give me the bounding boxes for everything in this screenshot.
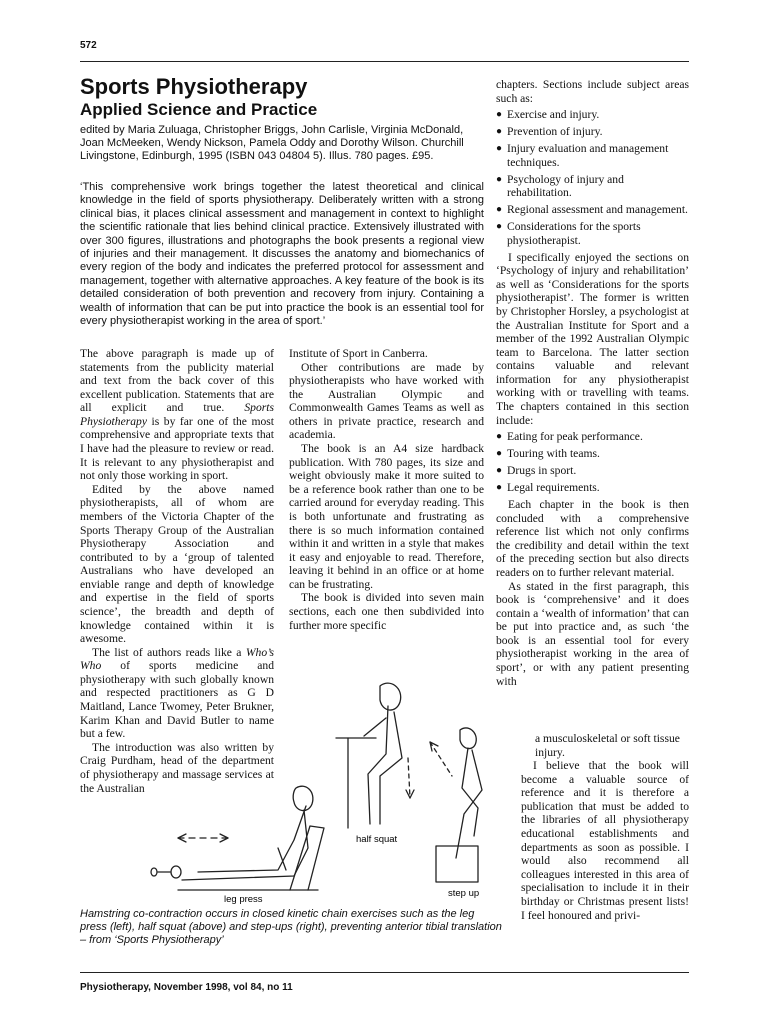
text-run: of sports medicine and physiotherapy with such globally known and respected practitioners as G D Maitland, Lance Twomey, Peter Brukner, Karim Khan and David Butler to name but a few. (80, 659, 274, 741)
bullet-icon: ● (496, 431, 503, 443)
list-item-text: Psychology of injury and rehabilitation. (507, 172, 624, 200)
bullet-icon: ● (496, 204, 503, 216)
column-2 (289, 347, 484, 632)
sections-list (496, 108, 689, 247)
back-leg (456, 750, 482, 858)
label-step-up: step up (448, 888, 480, 899)
head (380, 683, 401, 710)
byline: edited by Maria Zuluaga, Christopher Briggs, John Carlisle, Virginia McDonald, Joan McMeeken, Wendy Nickson, Pamela Oddy and Dorothy Wilson. Churchill Livingstone, Edinburgh, 1995 (ISBN 043 04804 5). Illus. 780 pages. £95. (80, 124, 464, 163)
paragraph: The book is divided into seven main sections, each one then subdivided into further more specific (289, 591, 484, 632)
list-item (496, 220, 689, 247)
list-item (496, 464, 689, 478)
arrow-shaft (408, 758, 410, 798)
publicity-blurb: ‘This comprehensive work brings together the latest theoretical and clinical knowledge in the field of sports physiotherapy. Deliberately written with a strong clinical bias, it places clinical assessment and management in context to highlight the scientific rationale that lies behind clinical practice. Extensively illustrated with over 300 figures, illustrations and photographs the book presents a regional view of injuries and their management. It discusses the anatomy and biomechanics of every region of the body and indicates the preferred protocol for assessment and management, together with alternative approaches. A key feature of the book is its detailed consideration of both prevention and recovery from injury. Containing a wealth of information that can be put into practice the book is an essential tool for every physiotherapist working in the area of sport.’ (80, 181, 484, 328)
list-item (496, 173, 689, 200)
paragraph: Each chapter in the book is then concluded with a comprehensive reference list which not only confirms the credibility and detail within the text of the preceding section but also directs readers on to further relevant material. (496, 498, 689, 579)
paragraph: I believe that the book will become a valuable source of reference and it is therefore a publication that must be added to the libraries of all physiotherapy educational establishments and departments as soon as possible. I would also recommend all colleagues interested in this area of specialisation to include it in their birthday or Christmas present lists! I feel honoured and privi- (521, 759, 689, 922)
list-item-text: Drugs in sport. (507, 464, 577, 478)
paragraph: chapters. Sections include subject areas such as: (496, 78, 689, 105)
paragraph: I specifically enjoyed the sections on ‘Psychology of injury and rehabilitation’ as well as ‘Considerations for the sports physiotherapist’. The former is written by Christopher Horsley, a psychologist at the Australian Institute for Sport and a member of the 1992 Australian Olympic team to Barcelona. The latter section contains valuable and relevant information for any physiotherapist working with or travelling with teams. The chapters contained in this section include: (496, 250, 689, 427)
paragraph (80, 347, 274, 483)
bullet-icon: ● (496, 448, 503, 460)
paragraph: The introduction was also written by Craig Purdham, head of the department of physiotherapy and massage services at the Australian (80, 740, 274, 795)
column-3 (496, 78, 689, 688)
paragraph: Other contributions are made by physiotherapists who have worked with the Australian Olympic and Commonwealth Games Teams as well as others in private practice, research and academia. (289, 360, 484, 442)
article-subtitle: Applied Science and Practice (80, 100, 318, 119)
text-run: The above paragraph is made up of statements from the publicity material and text from the back cover of this excellent publication. Statements that are all explicit and true. (80, 347, 274, 415)
arrow-shaft (430, 742, 452, 776)
text-run: is by far one of the most comprehensive and appropriate texts that I have had the pleasure to review or read. It is relevant to any physiotherapist and not only those working in sport. (80, 414, 274, 483)
label-leg-press: leg press (224, 894, 263, 905)
bullet-icon: ● (496, 221, 503, 233)
list-item-text: Injury evaluation and management techniques. (507, 142, 669, 169)
paragraph-continuation: a musculoskeletal or soft tissue injury. (535, 732, 680, 759)
paragraph: As stated in the first paragraph, this book is ‘comprehensive’ and it does contain a ‘wealth of information’ that can be put into practice and, as such ‘the book is an essential tool for every physiotherapist working in the area of sport’, or with any patient presenting with (496, 579, 689, 688)
arm (364, 718, 386, 736)
bullet-icon: ● (496, 465, 503, 477)
bullet-icon: ● (496, 109, 503, 121)
list-item (496, 203, 689, 217)
leg-upper (198, 806, 306, 872)
front-leg (368, 706, 388, 824)
list-item-text: Exercise and injury. (507, 108, 600, 122)
list-item-text: Considerations for the sports physiotherapist. (507, 220, 641, 247)
list-item (496, 430, 689, 444)
list-item-text: Legal requirements. (507, 481, 600, 495)
article-title: Sports Physiotherapy (80, 74, 308, 99)
paragraph: Institute of Sport in Canberra. (289, 347, 428, 360)
head (293, 786, 313, 810)
plate-end (151, 868, 157, 876)
leg-lower (182, 810, 308, 880)
bullet-icon: ● (496, 173, 503, 185)
figure-caption: Hamstring co-contraction occurs in closed kinetic chain exercises such as the leg press (left), half squat (above) and step-ups (right), preventing anterior tibial translation – from ‘Sports Physiotherapy’ (80, 908, 502, 946)
bullet-icon: ● (496, 482, 503, 494)
journal-footer: Physiotherapy, November 1998, vol 84, no 11 (80, 982, 293, 993)
page-number: 572 (80, 40, 97, 51)
step-up-figure (430, 728, 482, 882)
exercise-illustration (118, 658, 498, 906)
paragraph: The book is an A4 size hardback publication. With 780 pages, its size and weight obviously make it more suited to be a reference book rather than one to be carried around for everyday reading. This is both unfortunate and frustrating as there is so much information contained within it and written in a style that makes it easy and enjoyable to read. Therefore, leaving it behind in an office or at home can be frustrating. (289, 442, 484, 591)
text-run: The list of authors reads like a (92, 645, 246, 659)
bottom-rule (80, 972, 689, 973)
half-squat-figure (336, 683, 414, 828)
book-title-italic: Sports Physiotherapy (80, 401, 274, 428)
chapters-list (496, 430, 689, 494)
list-item (496, 142, 689, 169)
list-item (496, 108, 689, 122)
italic-phrase: Who’s Who (80, 645, 274, 673)
list-item-text: Regional assessment and management. (507, 203, 688, 217)
foot-plate (171, 866, 181, 878)
list-item-text: Eating for peak performance. (507, 430, 643, 444)
list-item (496, 481, 689, 495)
front-leg (462, 748, 478, 836)
exercise-figure (118, 658, 498, 906)
list-item-text: Touring with teams. (507, 447, 600, 461)
paragraph: Edited by the above named physiotherapists, all of whom are members of the Victoria Chapter of the Sports Therapy Group of the Australian Physiotherapy Association and contributed to by a ‘group of talented Australians who have developed an enviable range and depth of knowledge and expertise in the field of sports science’, the breadth and depth of knowledge contained within it is awesome. (80, 482, 274, 646)
back-leg (380, 712, 402, 824)
bullet-icon: ● (496, 126, 503, 138)
column-3-continued (521, 732, 689, 922)
head (460, 728, 476, 749)
list-item (496, 125, 689, 139)
label-half-squat: half squat (356, 834, 398, 845)
leg-press-figure (151, 786, 324, 890)
top-rule (80, 61, 689, 62)
list-item-text: Prevention of injury. (507, 125, 603, 139)
list-item (496, 447, 689, 461)
bullet-icon: ● (496, 143, 503, 155)
